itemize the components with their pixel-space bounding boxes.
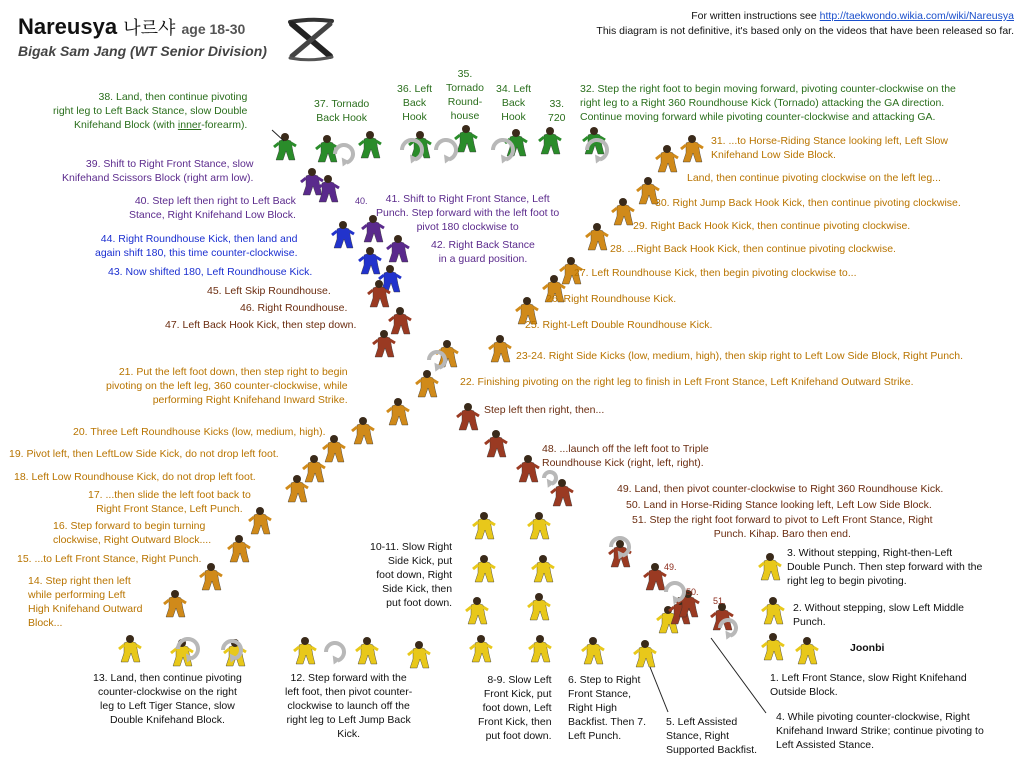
figure-orange-9	[416, 370, 438, 397]
note-prefix: For written instructions see	[691, 10, 820, 22]
rotation-arrow-7-head	[333, 656, 341, 665]
rotation-arrow-0-head	[342, 158, 350, 167]
step-18-label: 18. Left Low Roundhouse Kick, do not drop left foot.	[14, 471, 256, 483]
step-23-label: 23-24. Right Side Kicks (low, medium, high), then skip right to Left Low Side Block, Right Punch.	[516, 350, 964, 362]
step-25-label: 25. Right-Left Double Roundhouse Kick.	[525, 319, 713, 331]
step-41-label: 41. Shift to Right Front Stance, Left Punch. Step forward with the left foot to pivot 180 clockwise to	[376, 193, 560, 233]
step-5-label: 5. Left Assisted Stance, Right Supported Backfist.	[666, 716, 758, 756]
wiki-link[interactable]: http://taekwondo.wikia.com/wiki/Nareusya	[819, 10, 1014, 22]
step-47-label: 47. Left Back Hook Kick, then step down.	[165, 319, 357, 331]
figure-green-2	[359, 131, 381, 158]
step-42-label: 42. Right Back Stance in a guard position.	[431, 239, 535, 265]
figure-orange-11	[489, 335, 511, 362]
figure-orange-6	[323, 435, 345, 462]
step-30-label: 30. Right Jump Back Hook Kick, then continue pivoting clockwise.	[655, 197, 961, 209]
step-49-label: 49. Land, then pivot counter-clockwise to Right 360 Roundhouse Kick.	[617, 483, 944, 495]
figure-orange-3	[249, 507, 271, 534]
step-38-text-end: -forearm).	[201, 119, 248, 131]
figure-yellow-5	[634, 640, 656, 667]
step-26-label: 26. Right Roundhouse Kick.	[546, 293, 677, 305]
step-50-label: 50. Land in Horse-Riding Stance looking left, Left Low Side Block.	[626, 499, 932, 511]
figure-yellow-17	[294, 637, 316, 664]
step-46-label: 46. Right Roundhouse.	[240, 302, 348, 314]
step-45-label: 45. Left Skip Roundhouse.	[207, 285, 331, 297]
figure-yellow-10	[473, 555, 495, 582]
figure-orange-19	[681, 135, 703, 162]
figure-blue-1	[359, 247, 381, 274]
step-27-label: 27. Left Roundhouse Kick, then begin pivoting clockwise to...	[574, 267, 857, 279]
figure-yellow-8	[470, 635, 492, 662]
step-32-label: 32. Step the right foot to begin moving forward, pivoting counter-clockwise on the right leg to a Right 360 Roundhouse Kick (Tornado) attacking the GA direction. Continue moving forward while pivoting counter-clockwise and attacking GA.	[580, 83, 956, 123]
figure-orange-7	[352, 417, 374, 444]
figure-purple-3	[387, 235, 409, 262]
step-19-label: 19. Pivot left, then LeftLow Side Kick, do not drop left foot.	[9, 448, 279, 460]
step-30-land-label: Land, then continue pivoting clockwise on the left leg...	[687, 172, 941, 184]
rotation-arrow-2-head	[444, 155, 452, 164]
step-16-label: 16. Step forward to begin turning clockwise, Right Outward Block....	[53, 520, 212, 546]
step-40-number: 40.	[355, 196, 368, 206]
rotation-arrow-10-head	[725, 631, 733, 640]
step-51-label: 51. Step the right foot forward to pivot to Left Front Stance, Right Punch. Kihap. Baro then end.	[632, 514, 933, 540]
step-50-number: 50.	[686, 587, 699, 597]
step-38-underline: inner	[177, 119, 202, 131]
step-47-transition-label: Step left then right, then...	[484, 404, 605, 416]
step-2-label: 2. Without stepping, slow Left Middle Punch.	[793, 602, 965, 628]
step-14-label: 14. Step right then left while performing Left High Knifehand Outward Block...	[28, 575, 143, 629]
step-48-label: 48. ...launch off the left foot to Triple Roundhouse Kick (right, left, right).	[542, 443, 709, 469]
step-38-text: 38. Land, then continue pivoting right leg to Left Back Stance, slow Double Knifehand Block (with	[53, 91, 248, 131]
figure-brown-1	[389, 307, 411, 334]
step-35-label: 35. Tornado Round- house	[446, 68, 484, 122]
figure-yellow-11	[528, 593, 550, 620]
step-8-label: 8-9. Slow Left Front Kick, put foot down, Left Front Kick, then put foot down.	[478, 674, 552, 742]
figure-yellow-2	[762, 597, 784, 624]
form-name: Nareusya	[18, 14, 118, 39]
step-22-label: 22. Finishing pivoting on the right leg to finish in Left Front Stance, Left Knifehand Outward Strike.	[460, 376, 914, 388]
step-37-label: 37. Tornado Back Hook	[314, 98, 370, 124]
step-39-label: 39. Shift to Right Front Stance, slow Knifehand Scissors Block (right arm low).	[62, 158, 254, 184]
step-44-label: 44. Right Roundhouse Kick, then land and again shift 180, this time counter-clockwise.	[95, 233, 298, 259]
figure-orange-16	[612, 198, 634, 225]
figure-orange-1	[200, 563, 222, 590]
joonbi-label: Joonbi	[850, 642, 885, 654]
form-name-korean: 나르샤	[123, 18, 176, 38]
step-15-label: 15. ...to Left Front Stance, Right Punch.	[17, 553, 202, 565]
figure-orange-5	[303, 455, 325, 482]
figure-yellow-6	[582, 637, 604, 664]
step-21-label: 21. Put the left foot down, then step right to begin pivoting on the left leg, 360 counter-clockwise, while performing Right Knifehand Inward Strike.	[106, 366, 348, 406]
figure-yellow-0	[796, 637, 818, 664]
step-34-label: 34. Left Back Hook	[496, 83, 532, 123]
figure-yellow-9	[466, 597, 488, 624]
rotation-arrow-12-head	[547, 479, 555, 488]
figure-brown-8	[644, 563, 666, 590]
figure-yellow-15	[408, 641, 430, 668]
figure-yellow-13	[528, 512, 550, 539]
leader-step-5	[650, 667, 668, 712]
figure-yellow-3	[759, 553, 781, 580]
figure-brown-3	[457, 403, 479, 430]
figure-orange-2	[228, 535, 250, 562]
step-51-number: 51.	[713, 596, 726, 606]
step-29-label: 29. Right Back Hook Kick, then continue pivoting clockwise.	[633, 220, 911, 232]
figure-green-6	[539, 127, 561, 154]
step-10-label: 10-11. Slow Right Side Kick, put foot down, Right Side Kick, then put foot down.	[370, 541, 453, 609]
figure-yellow-12	[532, 555, 554, 582]
figure-yellow-16	[356, 637, 378, 664]
figure-orange-15	[586, 223, 608, 250]
figure-orange-18	[656, 145, 678, 172]
figure-orange-0	[164, 590, 186, 617]
leader-step-4	[711, 638, 766, 713]
figure-yellow-14	[473, 512, 495, 539]
step-6-label: 6. Step to Right Front Stance, Right High Backfist. Then 7. Left Punch.	[568, 674, 647, 742]
step-4-label: 4. While pivoting counter-clockwise, Right Knifehand Inward Strike; continue pivoting to Left Assisted Stance.	[776, 711, 984, 751]
step-38-label	[53, 90, 247, 132]
step-31-label: 31. ...to Horse-Riding Stance looking left, Left Slow Knifehand Low Side Block.	[711, 135, 948, 161]
figure-yellow-20	[119, 635, 141, 662]
step-28-label: 28. ...Right Back Hook Kick, then continue pivoting clockwise.	[610, 243, 896, 255]
step-17-label: 17. ...then slide the left foot back to Right Front Stance, Left Punch.	[88, 489, 251, 515]
form-subtitle: Bigak Sam Jang (WT Senior Division)	[18, 43, 267, 59]
step-49-number: 49.	[664, 562, 677, 572]
figure-orange-4	[286, 475, 308, 502]
figure-blue-0	[332, 221, 354, 248]
note-disclaimer: This diagram is not definitive, it's based only on the videos that have been released so far.	[596, 25, 1014, 37]
step-3-label: 3. Without stepping, Right-then-Left Double Punch. Then step forward with the right leg to begin pivoting.	[787, 547, 983, 587]
step-13-label: 13. Land, then continue pivoting counter-clockwise on the right leg to Left Tiger Stance, slow Double Knifehand Block.	[93, 672, 242, 726]
rotation-arrow-4-head	[595, 155, 603, 164]
step-1-label: 1. Left Front Stance, slow Right Knifehand Outside Block.	[770, 672, 967, 698]
figure-green-0	[274, 133, 296, 160]
step-20-label: 20. Three Left Roundhouse Kicks (low, medium, high).	[73, 426, 326, 438]
figure-yellow-1	[762, 633, 784, 660]
figure-yellow-7	[529, 635, 551, 662]
step-12-label: 12. Step forward with the left foot, then pivot counter- clockwise to launch off the right leg to Left Jump Back Kick.	[285, 672, 413, 740]
figure-brown-4	[485, 430, 507, 457]
age-group: age 18-30	[181, 21, 246, 37]
step-43-label: 43. Now shifted 180, Left Roundhouse Kick.	[108, 266, 313, 278]
figure-purple-0	[301, 168, 323, 195]
figure-orange-8	[387, 398, 409, 425]
figure-green-4	[455, 125, 477, 152]
figure-brown-5	[517, 455, 539, 482]
step-36-label: 36. Left Back Hook	[397, 83, 433, 123]
step-40-label: 40. Step left then right to Left Back Stance, Right Knifehand Low Block.	[129, 195, 296, 221]
step-33-label: 33. 720	[548, 98, 566, 124]
